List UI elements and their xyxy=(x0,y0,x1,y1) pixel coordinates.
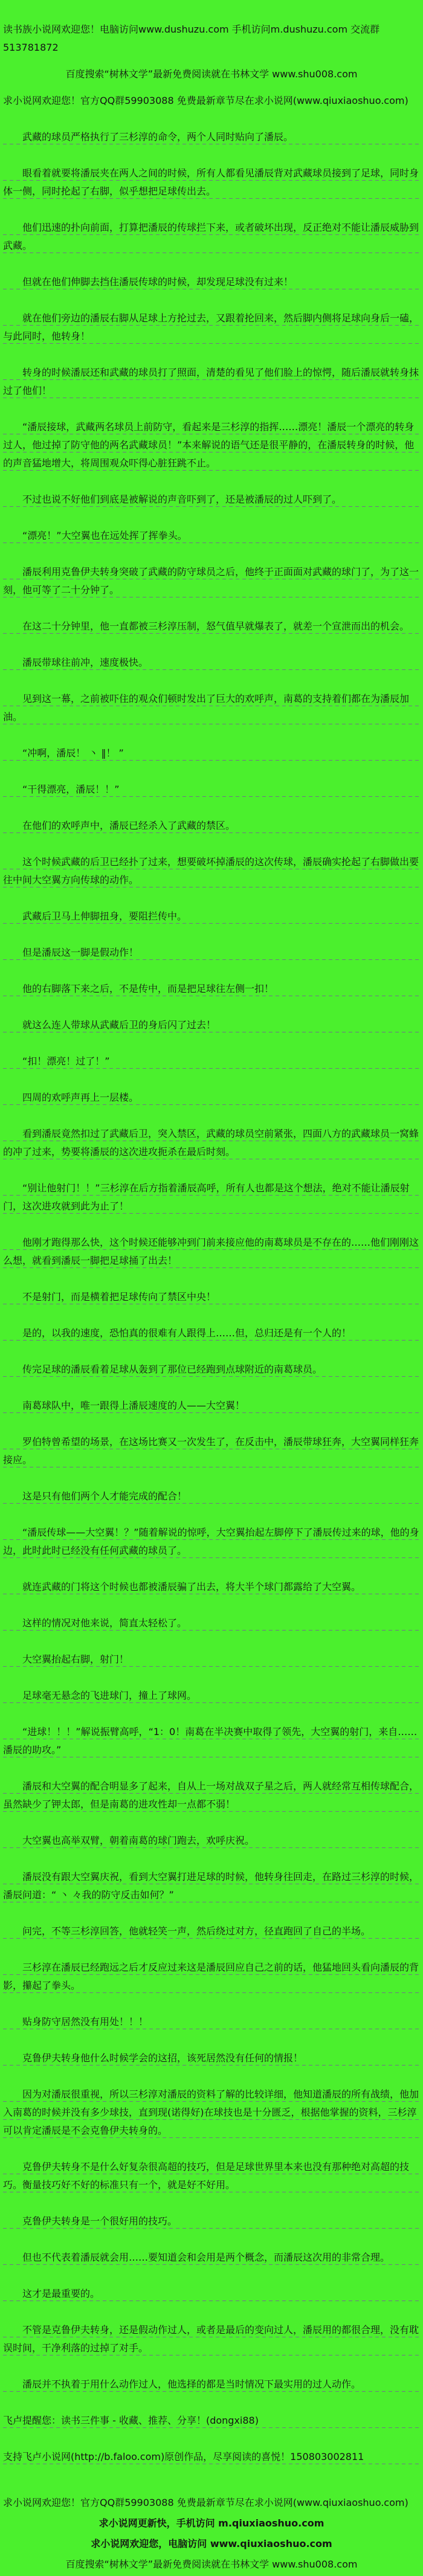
paragraph: 转身的时候潘辰还和武藏的球员打了照面，清楚的看见了他们脸上的惊愕，随后潘辰就转身抹过了他们！ xyxy=(3,364,420,400)
paragraph: 大空翼抬起右脚，射门！ xyxy=(3,1650,420,1669)
paragraph: 武藏的球员严格执行了三杉淳的命令，两个人同时贴向了潘辰。 xyxy=(3,128,420,146)
paragraph: 这是只有他们两个人才能完成的配合！ xyxy=(3,1487,420,1505)
paragraph: 但是潘辰这一脚是假动作！ xyxy=(3,944,420,962)
ad-line: 百度搜索“树林文学”最新免费阅读就在书林文学 www.shu008.com xyxy=(65,2558,358,2570)
ad-line: 求小说网欢迎您！官方QQ群59903088 免费最新章节尽在求小说网(www.qiuxiaoshuo.com) xyxy=(3,2497,408,2508)
site-ad-header xyxy=(3,21,420,110)
ad-line: 求小说网欢迎您，电脑访问 www.qiuxiaoshuo.com xyxy=(91,2538,332,2549)
paragraph: 克鲁伊夫转身他什么时候学会的这招，该死居然没有任何的情报！ xyxy=(3,2049,420,2067)
paragraph: “干得漂亮，潘辰！！” xyxy=(3,781,420,799)
paragraph: 是的，以我的速度，恐怕真的很难有人跟得上……但，总归还是有一个人的！ xyxy=(3,1324,420,1342)
paragraph: 问完，不等三杉淳回答，他就轻笑一声，然后绕过对方，径直跑回了自己的半场。 xyxy=(3,1922,420,1940)
notice-line: 飞卢提醒您：读书三件事 - 收藏、推荐、分享！(dongxi88) xyxy=(3,2412,420,2430)
paragraph: 但也不代表着潘辰就会用……要知道会和会用是两个概念，而潘辰这次用的非常合理。 xyxy=(3,2249,420,2267)
paragraph: 罗伯特曾希望的场景，在这场比赛又一次发生了，在反击中，潘辰带球狂奔，大空翼同样狂奔接应。 xyxy=(3,1433,420,1469)
paragraph: 这样的情况对他来说，简直太轻松了。 xyxy=(3,1614,420,1632)
paragraph: 武藏后卫马上伸脚扭身，要阻拦传中。 xyxy=(3,907,420,926)
ad-line: 百度搜索“树林文学”最新免费阅读就在书林文学 www.shu008.com xyxy=(65,68,358,80)
paragraph: 他刚才跑得那么快，这个时候还能够冲到门前来接应他的南葛球员是不存在的……他们刚刚这么想，就看到潘辰一脚把足球捅了出去！ xyxy=(3,1234,420,1270)
paragraph: 不管是克鲁伊夫转身，还是假动作过人，或者是最后的变向过人，潘辰用的都很合理，没有耽误时间，干净利落的过掉了对手。 xyxy=(3,2321,420,2357)
paragraph: 他的右脚落下来之后，不是传中，而是把足球往左侧一扣！ xyxy=(3,980,420,998)
paragraph: 南葛球队中，唯一跟得上潘辰速度的人——大空翼！ xyxy=(3,1397,420,1415)
paragraph: 看到潘辰竟然扣过了武藏后卫，突入禁区，武藏的球员空前紧张，四面八方的武藏球员一窝蜂的冲了过来，势要将潘辰的这次进攻扼杀在最后时刻。 xyxy=(3,1125,420,1161)
paragraph: 传完足球的潘辰看着足球从轰到了那位已经跑到点球附近的南葛球员。 xyxy=(3,1360,420,1379)
notice-line: 支持飞卢小说网(http://b.faloo.com)原创作品，尽享阅读的喜悦！150803002811 xyxy=(3,2448,420,2466)
ad-line: 求小说网更新快，手机访问 m.qiuxiaoshuo.com xyxy=(98,2517,325,2529)
paragraph: 潘辰和大空翼的配合明显多了起来，自从上一场对战双子星之后，两人就经常互相传球配合，虽然缺少了钾太郎，但是南葛的进攻性却一点都不弱！ xyxy=(3,1777,420,1814)
paragraph: 潘辰利用克鲁伊夫转身突破了武藏的防守球员之后，他终于正面面对武藏的球门了，为了这一刻，他可等了二十分钟了。 xyxy=(3,563,420,599)
paragraph: 在这二十分钟里，他一直都被三杉淳压制，怒气值早就爆表了，就差一个宣泄而出的机会。 xyxy=(3,617,420,636)
ad-line: 读书族小说网欢迎您！电脑访问www.dushuzu.com 手机访问m.dushuzu.com 交流群513781872 xyxy=(3,24,380,53)
paragraph: 就在他们旁边的潘辰右脚从足球上方抡过去，又跟着抡回来，然后脚内侧将足球向身后一磕，与此同时，他转身！ xyxy=(3,309,420,346)
paragraph: 四周的欢呼声再上一层楼。 xyxy=(3,1089,420,1107)
chapter-text xyxy=(3,128,420,2466)
paragraph: “扣！漂亮！过了！” xyxy=(3,1052,420,1071)
paragraph: 见到这一幕，之前被吓住的观众们顿时发出了巨大的欢呼声，南葛的支持着们都在为潘辰加油。 xyxy=(3,690,420,726)
paragraph: 潘辰带球往前冲，速度极快。 xyxy=(3,654,420,672)
paragraph: “漂亮！”大空翼也在远处挥了挥拳头。 xyxy=(3,527,420,545)
paragraph: 这才是最重要的。 xyxy=(3,2285,420,2303)
paragraph: 潘辰没有跟大空翼庆祝，看到大空翼打进足球的时候，他转身往回走，在路过三杉淳的时候，潘辰问道：“ 丶 々我的防守反击如何？” xyxy=(3,1868,420,1904)
paragraph: 就这么连人带球从武藏后卫的身后闪了过去！ xyxy=(3,1016,420,1034)
paragraph: “进球！！！”解说振臂高呼，“1：0！南葛在半决赛中取得了领先，大空翼的射门，来自……潘辰的助攻。” xyxy=(3,1723,420,1759)
paragraph: “别让他射门！！”三杉淳在后方指着潘辰高呼，所有人也都是这个想法，绝对不能让潘辰射门，这次进攻就到此为止了！ xyxy=(3,1179,420,1216)
paragraph: 贴身防守居然没有用处！！！ xyxy=(3,2013,420,2031)
paragraph: 三杉淳在潘辰已经跑远之后才反应过来这是潘辰回应自己之前的话，他猛地回头看向潘辰的背影，攥起了拳头。 xyxy=(3,1959,420,1995)
paragraph: 因为对潘辰很重视，所以三杉淳对潘辰的资料了解的比较详细，他知道潘辰的所有战绩，他加入南葛的时候并没有多少球技，直到现(诺得好)在球技也是十分匮乏，根据他掌握的资料，三杉淳可以肯定潘辰是不会克鲁伊夫转身的。 xyxy=(3,2085,420,2140)
paragraph: 不过也说不好他们到底是被解说的声音吓到了，还是被潘辰的过人吓到了。 xyxy=(3,491,420,509)
paragraph: “潘辰传球——大空翼！？”随着解说的惊呼，大空翼抬起左脚停下了潘辰传过来的球，他的身边，此时此时已经没有任何武藏的球员了。 xyxy=(3,1524,420,1560)
site-ad-footer xyxy=(3,2493,420,2575)
paragraph: 足球毫无悬念的飞进球门，撞上了球网。 xyxy=(3,1687,420,1705)
paragraph: 在他们的欢呼声中，潘辰已经杀入了武藏的禁区。 xyxy=(3,817,420,835)
paragraph: 就连武藏的门将这个时候也都被潘辰骗了出去，将大半个球门都露给了大空翼。 xyxy=(3,1578,420,1596)
paragraph: 但就在他们伸脚去挡住潘辰传球的时候，却发现足球没有过来！ xyxy=(3,273,420,291)
paragraph: “潘辰接球，武藏两名球员上前防守，看起来是三杉淳的指挥……漂亮！潘辰一个漂亮的转身过人，他过掉了防守他的两名武藏球员！”本来解说的语气还是很平静的，在潘辰转身的时候，他的声音猛地增大，将周围观众吓得心脏狂跳不止。 xyxy=(3,418,420,472)
paragraph: “冲啊，潘辰！ 丶 ‖！ ” xyxy=(3,744,420,762)
paragraph: 眼看着就要将潘辰夹在两人之间的时候，所有人都看见潘辰背对武藏球员接到了足球，同时身体一侧，同时抡起了右脚，似乎想把足球传出去。 xyxy=(3,164,420,201)
paragraph: 克鲁伊夫转身不是什么好复杂很高超的技巧，但是足球世界里本来也没有那种绝对高超的技巧。衡量技巧好不好的标准只有一个，就是好不好用。 xyxy=(3,2158,420,2194)
paragraph: 克鲁伊夫转身是一个很好用的技巧。 xyxy=(3,2212,420,2230)
paragraph: 这个时候武藏的后卫已经扑了过来，想要破坏掉潘辰的这次传球，潘辰确实抡起了右脚做出要往中间大空翼方向传球的动作。 xyxy=(3,853,420,889)
paragraph: 他们迅速的扑向前面，打算把潘辰的传球拦下来，或者破坏出现，反正绝对不能让潘辰威胁到武藏。 xyxy=(3,219,420,255)
ad-line: 求小说网欢迎您！官方QQ群59903088 免费最新章节尽在求小说网(www.qiuxiaoshuo.com) xyxy=(3,95,408,106)
paragraph: 潘辰并不执着于用什么动作过人，他选择的都是当时情况下最实用的过人动作。 xyxy=(3,2375,420,2394)
paragraph: 不是射门，而是横着把足球传向了禁区中央！ xyxy=(3,1288,420,1306)
paragraph: 大空翼也高举双臂，朝着南葛的球门跑去，欢呼庆祝。 xyxy=(3,1832,420,1850)
